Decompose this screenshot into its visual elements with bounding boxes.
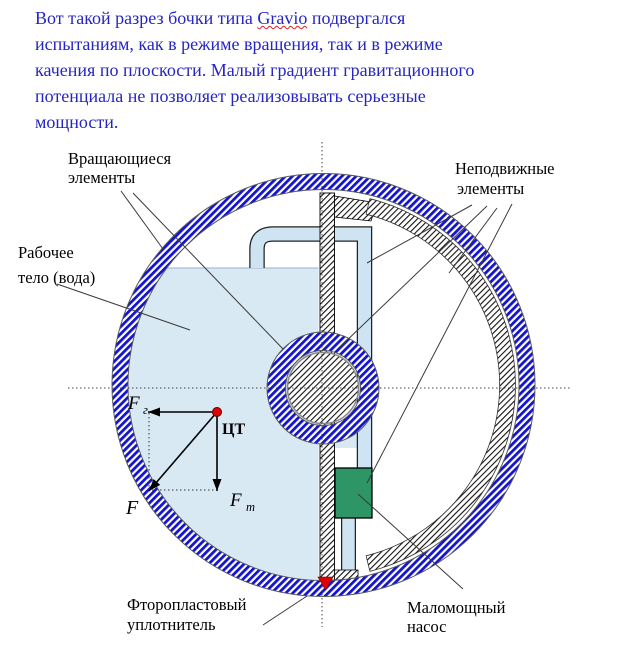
center-of-gravity-dot xyxy=(213,408,222,417)
label-fixed-elements-2: элементы xyxy=(457,179,525,198)
axle xyxy=(288,353,359,424)
label-pump-2: насос xyxy=(407,617,447,636)
gravio-misspelled-word: Gravio xyxy=(257,8,308,28)
label-seal-2: уплотнитель xyxy=(127,615,216,634)
label-pump-1: Маломощный xyxy=(407,598,506,617)
label-center-of-gravity: ЦТ xyxy=(222,421,246,438)
label-force-t-sub: т xyxy=(246,500,256,514)
leader-seal xyxy=(263,596,307,625)
fixed-inner-arc xyxy=(366,199,515,572)
label-force-t: F xyxy=(230,490,242,511)
label-force-g: F xyxy=(128,393,140,414)
label-working-body-2: тело (вода) xyxy=(18,268,96,287)
label-fixed-elements-1: Неподвижные xyxy=(455,159,555,178)
label-force-g-sub: г xyxy=(143,403,148,417)
label-seal-1: Фторопластовый xyxy=(127,595,247,614)
intro-line-4: потенциала не позволяет реализовывать серьезные xyxy=(35,86,426,106)
intro-text: Вот такой разрез бочки типа xyxy=(35,8,258,28)
label-rotating-elements-2: элементы xyxy=(68,168,136,187)
intro-line-2: испытаниям, как в режиме вращения, так и в режиме xyxy=(35,34,443,54)
label-rotating-elements-1: Вращающиеся xyxy=(68,149,172,168)
leader-rotating-rim xyxy=(121,191,163,249)
intro-line-5: мощности. xyxy=(35,112,119,132)
label-working-body-1: Рабочее xyxy=(18,243,74,262)
pump-rect xyxy=(335,468,372,518)
label-force-total: F xyxy=(126,497,139,519)
intro-line-3: качения по плоскости. Малый градиент гравитационного xyxy=(35,60,475,80)
intro-text: подвергался xyxy=(307,8,406,28)
hub xyxy=(267,332,379,444)
